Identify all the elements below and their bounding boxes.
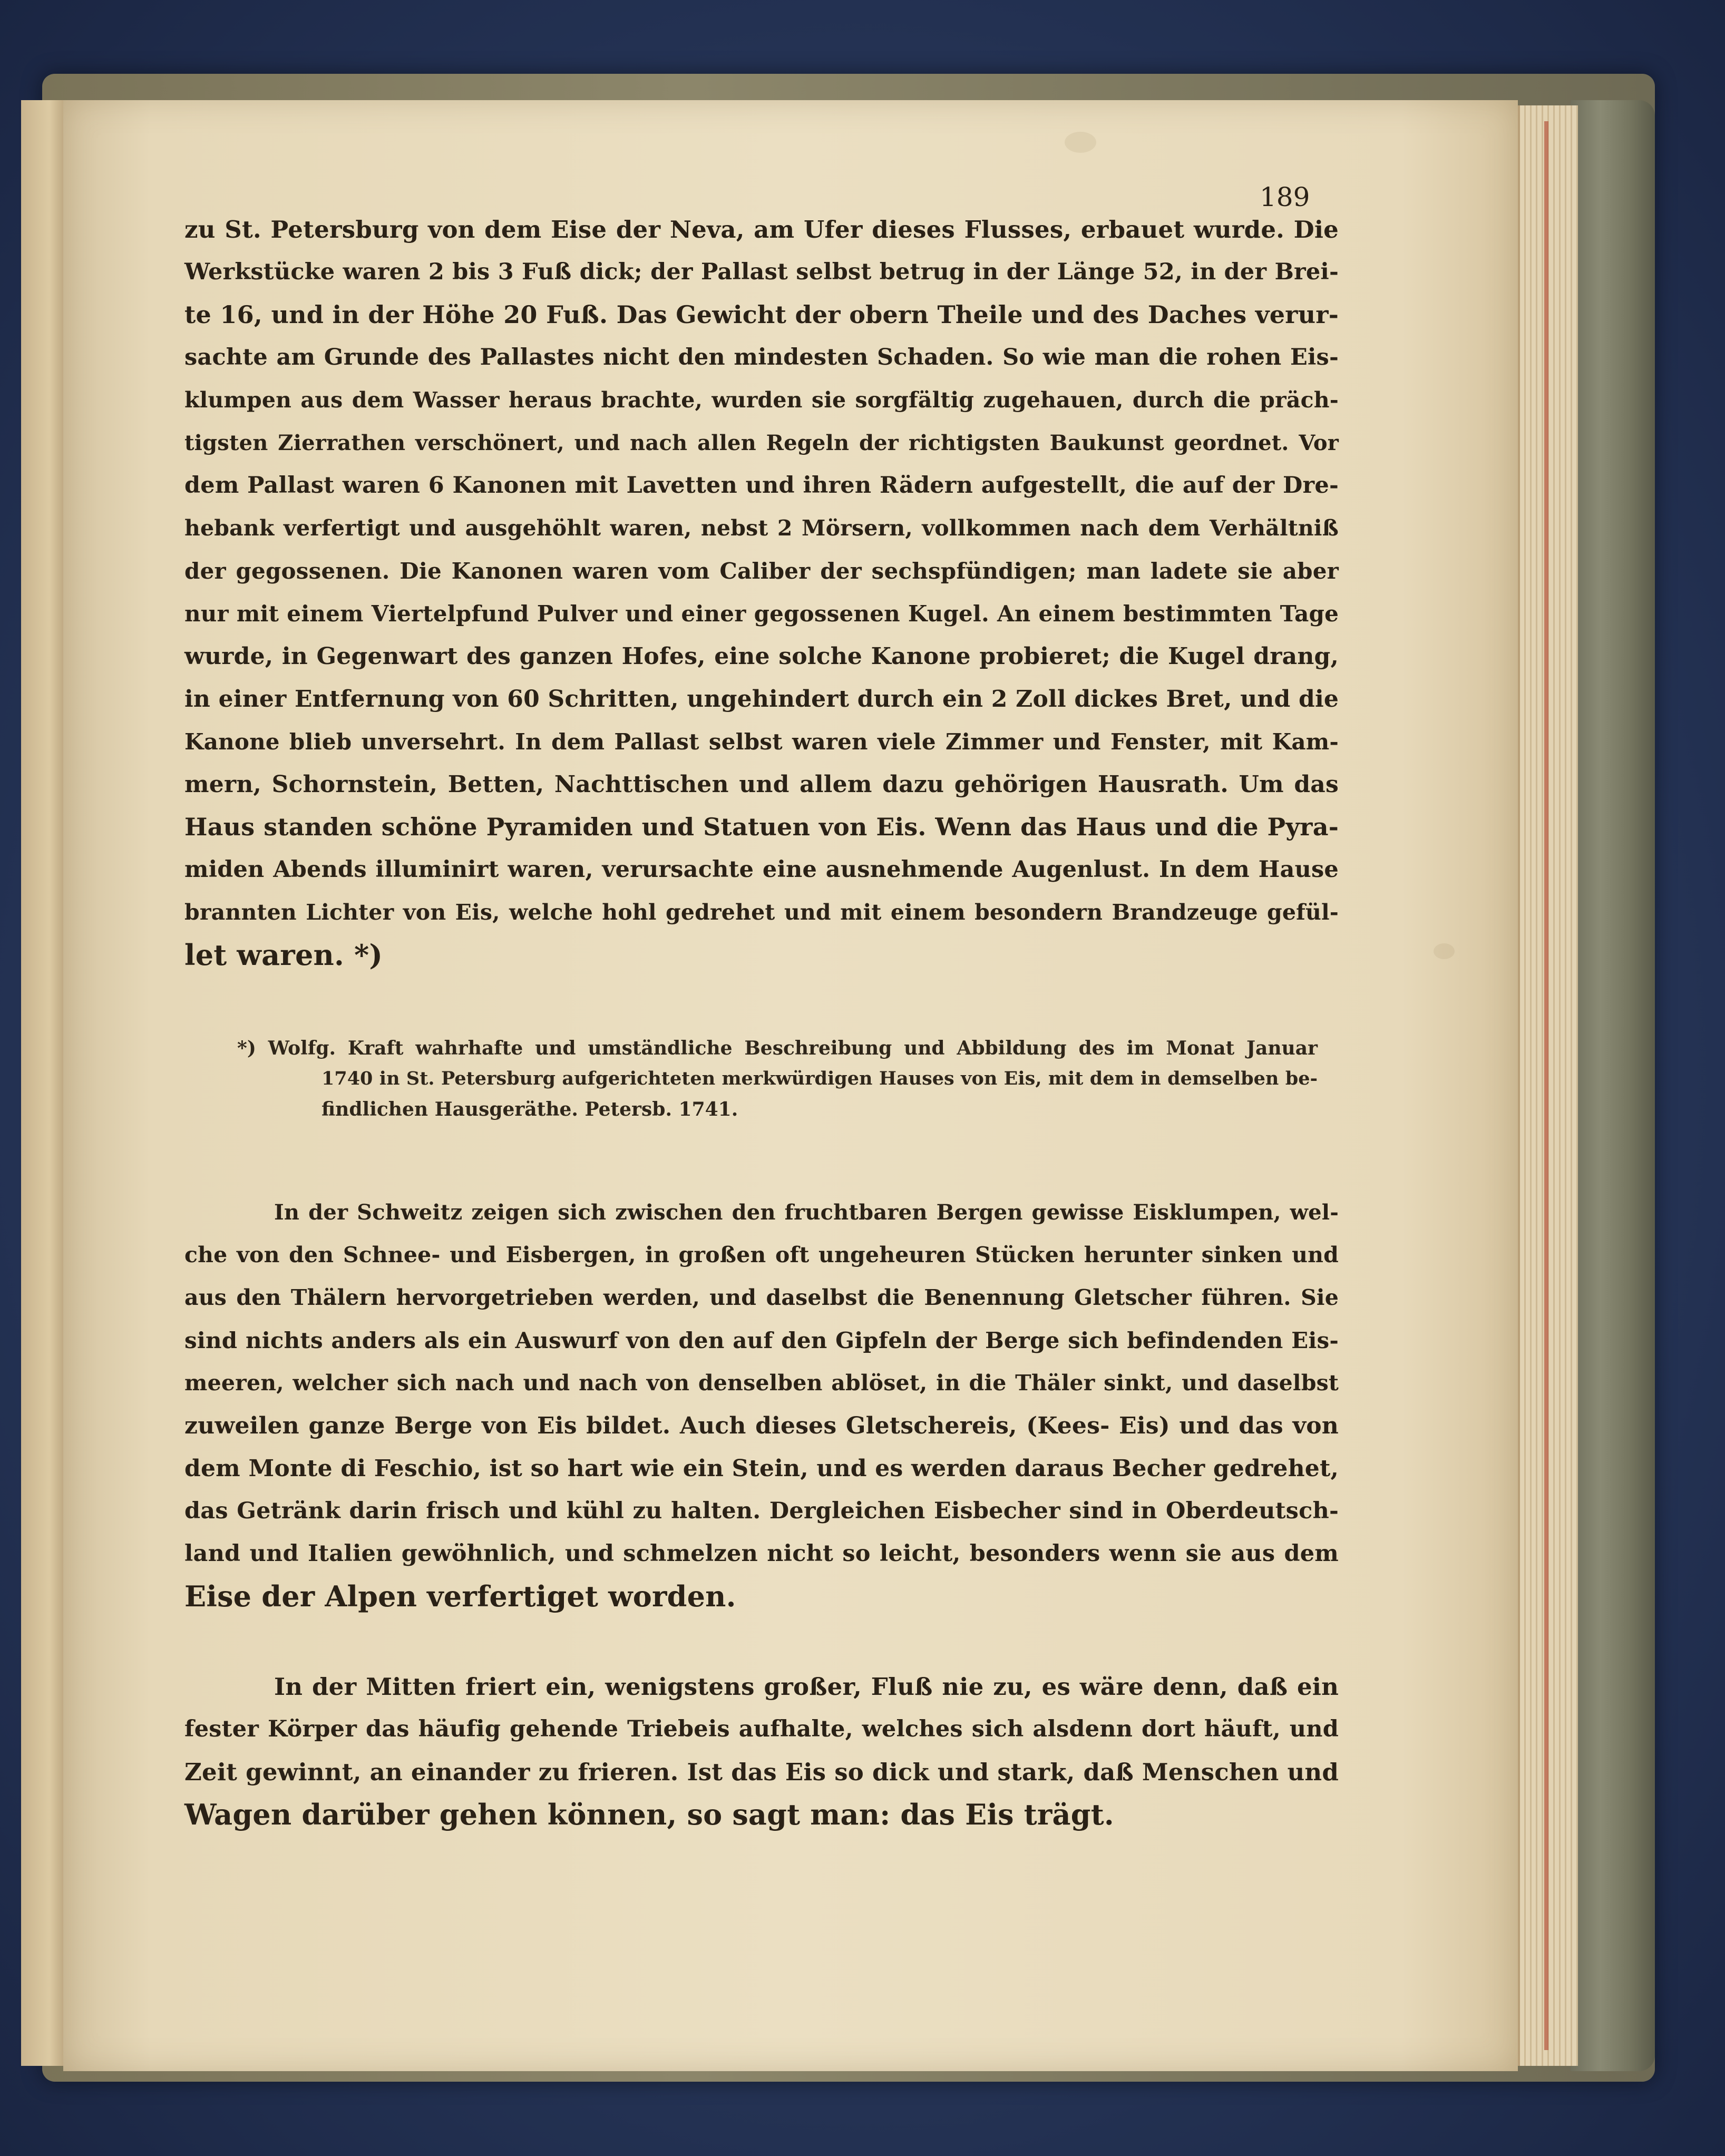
text-line: dem Monte di Feschio, ist so hart wie ein Stein, und es werden daraus Becher gedrehet, [184,1455,1339,1482]
text-line: aus den Thälern hervorgetrieben werden, und daselbst die Benennung Gletscher führen. Sie [184,1285,1339,1310]
text-line: Wagen darüber gehen können, so sagt man: das Eis trägt. [184,1798,1114,1831]
paper-stain [1434,943,1455,959]
text-line: hebank verfertigt und ausgehöhlt waren, nebst 2 Mörsern, vollkommen nach dem Verhältniß [184,515,1339,541]
text-line: tigsten Zierrathen verschönert, und nach allen Regeln der richtigsten Baukunst geordnet. Vor [184,431,1339,455]
text-line: zu St. Petersburg von dem Eise der Neva, am Ufer dieses Flusses, erbauet wurde. Die [184,216,1339,243]
text-line: brannten Lichter von Eis, welche hohl gedrehet und mit einem besondern Brandzeuge gefül- [184,900,1339,925]
text-line: klumpen aus dem Wasser heraus brachte, wurden sie sorgfältig zugehauen, durch die präch- [184,387,1339,413]
text-line: Eise der Alpen verfertiget worden. [184,1579,736,1613]
footnote-line: findlichen Hausgeräthe. Petersb. 1741. [321,1098,738,1120]
text-line: let waren. *) [184,938,383,972]
cover-edge [1571,100,1655,2071]
text-line: wurde, in Gegenwart des ganzen Hofes, eine solche Kanone probieret; die Kugel drang, [184,643,1339,670]
text-line: dem Pallast waren 6 Kanonen mit Lavetten und ihren Rädern aufgestellt, die auf der Dre- [184,472,1339,499]
text-line: che von den Schnee- und Eisbergen, in großen oft ungeheuren Stücken herunter sinken und [184,1242,1339,1267]
footnote-line: *) Wolfg. Kraft wahrhafte und umständliche Beschreibung und Abbildung des im Monat Januar [237,1037,1318,1059]
text-line: Werkstücke waren 2 bis 3 Fuß dick; der Pallast selbst betrug in der Länge 52, in der Brei- [184,259,1339,285]
text-line: der gegossenen. Die Kanonen waren vom Caliber der sechspfündigen; man ladete sie aber [184,558,1339,584]
text-line: Kanone blieb unversehrt. In dem Pallast selbst waren viele Zimmer und Fenster, mit Kam- [184,729,1339,755]
text-line: nur mit einem Viertelpfund Pulver und einer gegossenen Kugel. An einem bestimmten Tage [184,601,1339,627]
text-line: meeren, welcher sich nach und nach von denselben ablöset, in die Thäler sinkt, und daselbst [184,1370,1339,1396]
paragraph-glaciers [184,1191,1339,1618]
text-line: sind nichts anders als ein Auswurf von den auf den Gipfeln der Berge sich befindenden Eis- [184,1328,1339,1353]
paragraph-ice-palace [184,208,1339,977]
page-edge-stain [1544,121,1548,2050]
text-line: sachte am Grunde des Pallastes nicht den mindesten Schaden. So wie man die rohen Eis- [184,344,1339,370]
footnote-line: 1740 in St. Petersburg aufgerichteten merkwürdigen Hauses von Eis, mit dem in demselben be- [321,1068,1318,1089]
text-line: fester Körper das häufig gehende Triebeis aufhalte, welches sich alsdenn dort häuft, und [184,1716,1339,1742]
text-line: Zeit gewinnt, an einander zu frieren. Ist das Eis so dick und stark, daß Menschen und [184,1758,1339,1786]
paper-stain [1065,132,1096,153]
text-line: Haus standen schöne Pyramiden und Statuen von Eis. Wenn das Haus und die Pyra- [184,813,1339,841]
text-line: te 16, und in der Höhe 20 Fuß. Das Gewicht der obern Theile und des Daches verur- [184,300,1339,329]
paragraph-river-ice [184,1665,1339,1836]
footnote [237,1033,1318,1125]
text-line: miden Abends illuminirt waren, verursachte eine ausnehmende Augenlust. In dem Hause [184,856,1339,883]
page-number: 189 [1260,182,1310,212]
text-line: In der Schweitz zeigen sich zwischen den fruchtbaren Bergen gewisse Eisklumpen, wel- [274,1200,1339,1225]
text-line: in einer Entfernung von 60 Schritten, ungehindert durch ein 2 Zoll dickes Bret, und die [184,686,1339,713]
text-line: zuweilen ganze Berge von Eis bildet. Auch dieses Gletschereis, (Kees- Eis) und das von [184,1412,1339,1439]
text-line: mern, Schornstein, Betten, Nachttischen und allem dazu gehörigen Hausrath. Um das [184,771,1339,798]
text-line: In der Mitten friert ein, wenigstens großer, Fluß nie zu, es wäre denn, daß ein [274,1673,1339,1701]
text-line: das Getränk darin frisch und kühl zu halten. Dergleichen Eisbecher sind in Oberdeutsch- [184,1498,1339,1524]
text-line: land und Italien gewöhnlich, und schmelzen nicht so leicht, besonders wenn sie aus dem [184,1540,1339,1567]
